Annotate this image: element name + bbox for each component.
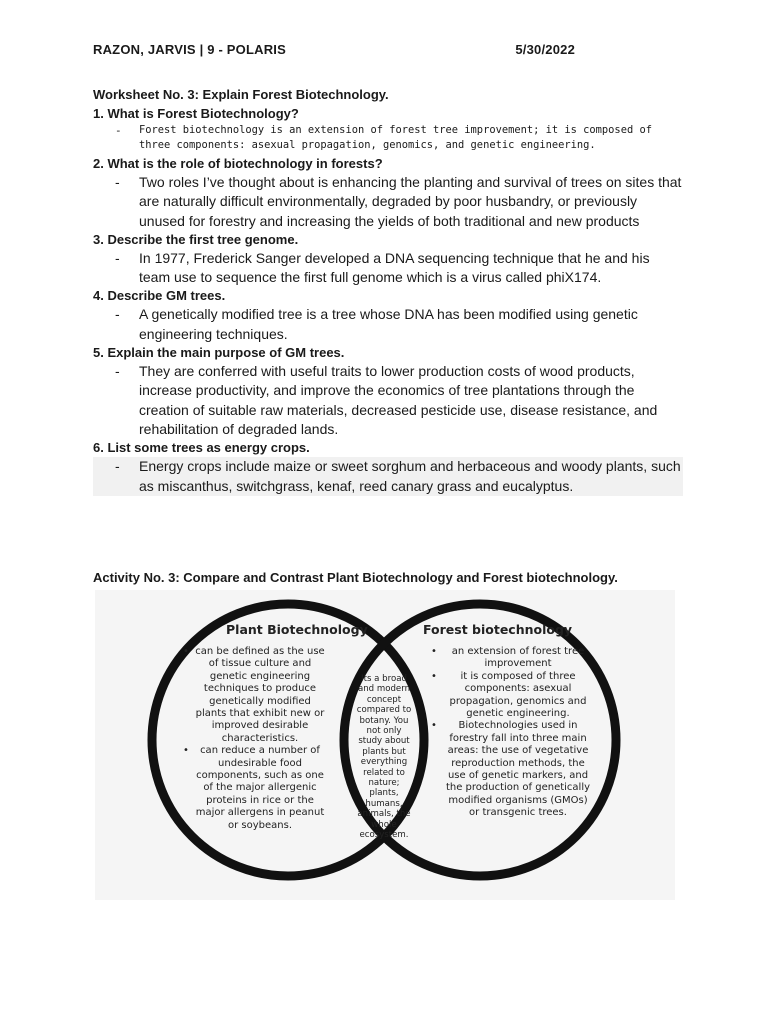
- answer-dash: -: [115, 124, 122, 137]
- answer-dash: -: [115, 458, 120, 475]
- document-header: [93, 42, 575, 57]
- answer-5: [93, 362, 683, 439]
- answer-4-text: A genetically modified tree is a tree whose DNA has been modified using genetic engineering techniques.: [139, 306, 638, 342]
- question-3: 3. Describe the first tree genome.: [93, 231, 299, 247]
- overlap-text: Its a broad and modern concept compared to botany. You not only study about plants but everything related to nature; plants, humans, animals, the whole ecosystem.: [356, 674, 412, 841]
- answer-6: [93, 457, 683, 496]
- list-item: [433, 671, 593, 721]
- answer-4: [93, 305, 683, 344]
- list-item: [433, 646, 593, 671]
- bullet: •: [183, 745, 189, 757]
- right-circle-title: Forest biotechnology: [423, 622, 573, 637]
- answer-dash: -: [115, 363, 120, 380]
- answer-5-text: They are conferred with useful traits to lower production costs of wood products, increase productivity, and improve the economics of tree plantations through the creation of suitable raw materials, decreased pesticide use, disease resistance, and rehabilitation of degraded lands.: [139, 363, 658, 437]
- left-circle-title: Plant Biotechnology: [226, 622, 368, 637]
- answer-3-text: In 1977, Frederick Sanger developed a DNA sequencing technique that he and his team use to sequence the first full genome which is a virus called phiX174.: [139, 249, 650, 286]
- answer-1-text: Forest biotechnology is an extension of forest tree improvement; it is composed of three components: asexual propagation, genomics, and genetic engineering.: [139, 124, 652, 151]
- list-item-text: Biotechnologies used in forestry fall into three main areas: the use of vegetative reproduction methods, the use of genetic markers, and the production of genetically modified organisms (GMOs) or transgenic trees.: [445, 720, 591, 819]
- list-item: [433, 720, 593, 819]
- question-1: 1. What is Forest Biotechnology?: [93, 106, 299, 121]
- right-circle-list: [433, 646, 593, 820]
- answer-dash: -: [115, 306, 120, 323]
- bullet: •: [431, 646, 437, 657]
- answer-dash: -: [115, 249, 120, 266]
- list-item: [185, 745, 325, 832]
- answer-2: [93, 173, 683, 231]
- list-item-text: an extension of forest tree improvement: [451, 646, 585, 670]
- answer-2-text: Two roles I’ve thought about is enhancing the planting and survival of trees on sites that are naturally difficult environmentally, degraded by poor husbandry, or previously unused for forestry and increasing the yields of both traditional and new products: [139, 174, 682, 229]
- question-5: 5. Explain the main purpose of GM trees.: [93, 345, 345, 361]
- document-date: 5/30/2022: [515, 42, 575, 57]
- list-item-text: can reduce a number of undesirable food components, such as one of the major allergenic proteins in rice or the major allergens in peanut or soybeans.: [195, 745, 325, 831]
- worksheet-title: Worksheet No. 3: Explain Forest Biotechnology.: [93, 87, 389, 102]
- activity-title: Activity No. 3: Compare and Contrast Plant Biotechnology and Forest biotechnology.: [93, 570, 618, 585]
- question-4: 4. Describe GM trees.: [93, 288, 226, 304]
- bullet: •: [431, 670, 437, 682]
- list-item-text: can be defined as the use of tissue culture and genetic engineering techniques to produce genetically modified plants that exhibit new or improved desirable characteristics.: [195, 646, 325, 744]
- worksheet-section: [93, 86, 683, 496]
- answer-3: [93, 249, 683, 288]
- left-circle-list: [185, 646, 325, 832]
- question-2: 2. What is the role of biotechnology in forests?: [93, 156, 383, 171]
- list-item: [185, 646, 325, 745]
- answer-1: [93, 123, 683, 153]
- answer-6-text: Energy crops include maize or sweet sorghum and herbaceous and woody plants, such as miscanthus, switchgrass, kenaf, reed canary grass and eucalyptus.: [139, 458, 681, 494]
- answer-dash: -: [115, 174, 120, 190]
- student-name: RAZON, JARVIS | 9 - POLARIS: [93, 42, 286, 57]
- venn-diagram: [95, 590, 675, 900]
- bullet: •: [183, 646, 189, 657]
- list-item-text: it is composed of three components: asexual propagation, genomics and genetic engineering.: [449, 670, 587, 720]
- bullet: •: [431, 720, 437, 732]
- question-6: 6. List some trees as energy crops.: [93, 440, 310, 456]
